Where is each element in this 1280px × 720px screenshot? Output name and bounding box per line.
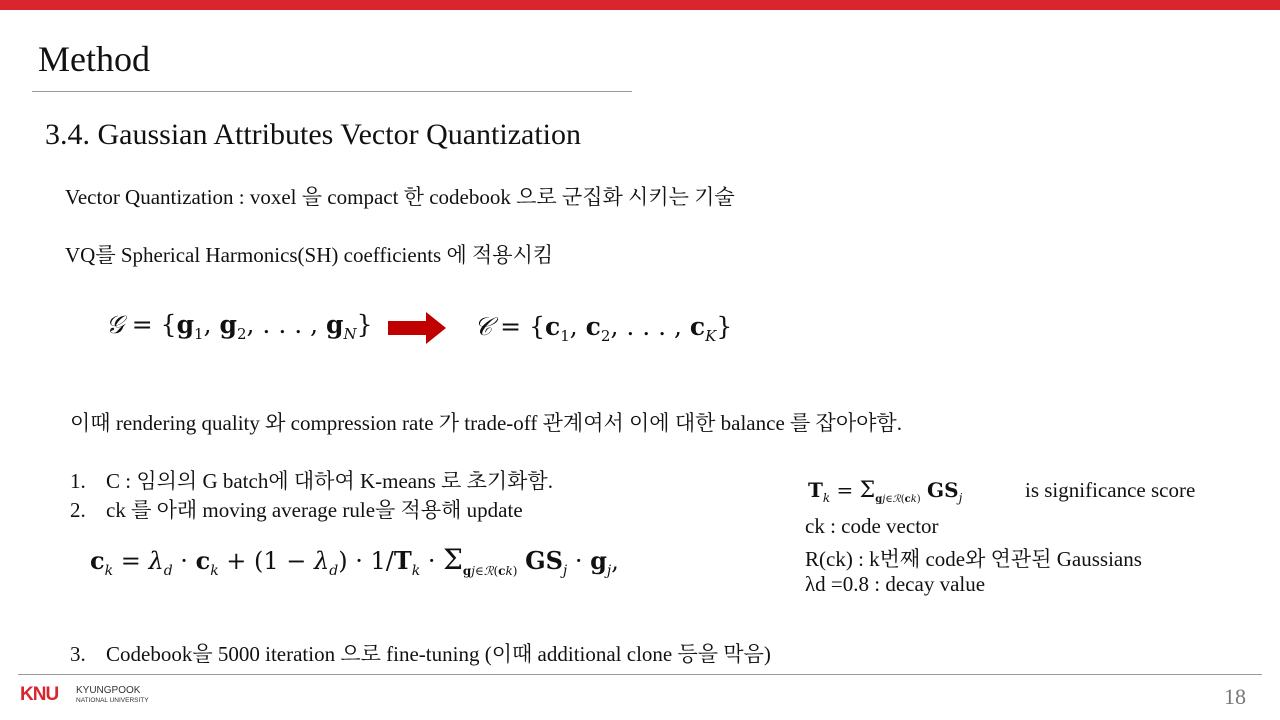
equation-significance: $T_k = \Sigma_{gj\in ℛ(ck)}$ $GS_j$ bbox=[808, 478, 963, 505]
step-3-number: 3. bbox=[70, 642, 86, 666]
university-logo-mark: KNU bbox=[20, 684, 59, 705]
slide-title: Method bbox=[38, 39, 150, 79]
section-heading: 3.4. Gaussian Attributes Vector Quantization bbox=[45, 118, 582, 151]
rck-definition: R(ck) : k번째 code와 연관된 Gaussians bbox=[805, 547, 1142, 571]
equation-gaussian-set: 𝒢 = {$g_1$, $g_2$, . . . , $g_N$} bbox=[106, 310, 373, 343]
footer-divider bbox=[18, 674, 1262, 675]
title-divider bbox=[32, 91, 632, 92]
equation-codebook-set: 𝒞 = {$c_1$, $c_2$, . . . , $c_K$} bbox=[474, 312, 733, 345]
lambda-definition: λd =0.8 : decay value bbox=[805, 572, 986, 596]
step-3-text: Codebook을 5000 iteration 으로 fine-tuning (이때 additional clone 등을 막음) bbox=[106, 642, 771, 666]
step-2-number: 2. bbox=[70, 498, 86, 522]
step-2-text: ck 를 아래 moving average rule을 적용해 update bbox=[106, 498, 523, 522]
intro-line-sh: VQ를 Spherical Harmonics(SH) coefficients 에 적용시킴 bbox=[65, 243, 554, 267]
significance-note: is significance score bbox=[1025, 478, 1196, 502]
university-logo-subtitle: NATIONAL UNIVERSITY bbox=[76, 697, 149, 704]
university-logo-name: KYUNGPOOK bbox=[76, 685, 141, 696]
right-arrow-icon bbox=[388, 312, 448, 344]
intro-line-vq: Vector Quantization : voxel 을 compact 한 codebook 으로 군집화 시키는 기술 bbox=[65, 185, 735, 209]
step-2 bbox=[70, 494, 523, 524]
step-1-number: 1. bbox=[70, 469, 86, 493]
equation-update-rule: $c_k = \lambda_d \cdot c_k + (1 - \lambda_d) \cdot 1/T_k \cdot \Sigma_{gj\in ℛ(ck)}$ $GS_j \cdot g_j$, bbox=[90, 543, 619, 579]
step-1 bbox=[70, 465, 553, 495]
top-accent-bar bbox=[0, 0, 1280, 10]
step-1-text: C : 임의의 G batch에 대하여 K-means 로 초기화함. bbox=[106, 469, 553, 493]
ck-definition: ck : code vector bbox=[805, 514, 939, 538]
page-number: 18 bbox=[1224, 684, 1246, 709]
tradeoff-line: 이때 rendering quality 와 compression rate 가 trade-off 관계여서 이에 대한 balance 를 잡아야함. bbox=[70, 411, 902, 435]
step-3 bbox=[70, 638, 771, 668]
